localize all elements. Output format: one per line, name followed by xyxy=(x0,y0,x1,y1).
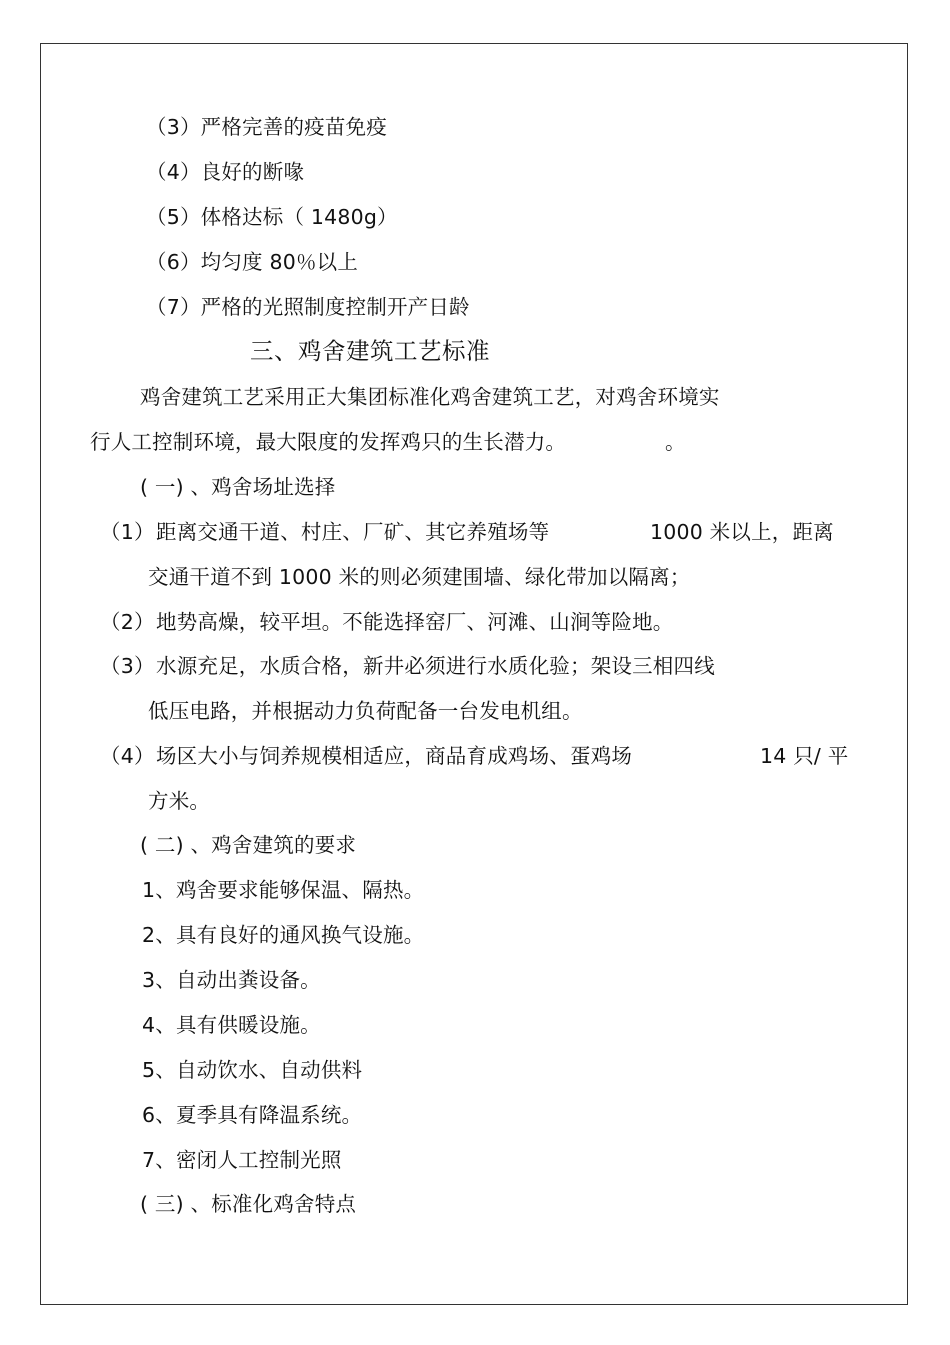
building-item-2: 2、具有良好的通风换气设施。 xyxy=(142,923,425,947)
site-item-1-text-b: 1000 米以上，距离 xyxy=(650,520,834,544)
building-item-7: 7、密闭人工控制光照 xyxy=(142,1148,342,1172)
list-item-vaccine: （3）严格完善的疫苗免疫 xyxy=(146,115,387,139)
site-item-3-text: 水源充足，水质合格，新井必须进行水质化验；架设三相四线 xyxy=(156,654,715,678)
building-heading: ( 二) 、鸡舍建筑的要求 xyxy=(140,833,357,857)
site-item-4-line-2: 方米。 xyxy=(148,789,211,813)
building-item-4: 4、具有供暖设施。 xyxy=(142,1013,321,1037)
site-item-3-num: （3） xyxy=(100,654,155,678)
list-item-body-weight: （5）体格达标（ 1480g） xyxy=(146,205,398,229)
section-title: 三、鸡舍建筑工艺标准 xyxy=(250,337,490,365)
site-item-1-line-2: 交通干道不到 1000 米的则必须建围墙、绿化带加以隔离； xyxy=(148,565,691,589)
building-item-1: 1、鸡舍要求能够保温、隔热。 xyxy=(142,878,425,902)
site-item-4-text-b: 14 只/ 平 xyxy=(760,744,849,768)
intro-line-2 xyxy=(90,427,566,457)
intro-line-2-text: 行人工控制环境，最大限度的发挥鸡只的生长潜力。 xyxy=(90,430,567,454)
list-item-uniformity: （6）均匀度 80％以上 xyxy=(146,250,359,274)
site-item-1-num: （1） xyxy=(100,520,155,544)
intro-line-1: 鸡舍建筑工艺采用正大集团标准化鸡舍建筑工艺，对鸡舍环境实 xyxy=(140,385,720,409)
list-item-beak-trim: （4）良好的断喙 xyxy=(146,160,305,184)
site-item-2-text: 地势高燥，较平坦。不能选择窑厂、河滩、山涧等险地。 xyxy=(156,610,674,634)
building-item-6: 6、夏季具有降温系统。 xyxy=(142,1103,363,1127)
building-item-3: 3、自动出粪设备。 xyxy=(142,968,321,992)
site-item-2-num: （2） xyxy=(100,610,155,634)
building-item-5: 5、自动饮水、自动供料 xyxy=(142,1058,363,1082)
site-item-1-text-a: 距离交通干道、村庄、厂矿、其它养殖场等 xyxy=(156,520,550,544)
standard-heading: ( 三) 、标准化鸡舍特点 xyxy=(140,1192,357,1216)
site-heading: ( 一) 、鸡舍场址选择 xyxy=(140,475,336,499)
site-item-4-text-a: 场区大小与饲养规模相适应，商品育成鸡场、蛋鸡场 xyxy=(156,744,633,768)
site-item-3-line-2: 低压电路，并根据动力负荷配备一台发电机组。 xyxy=(148,699,583,723)
intro-line-2-end: 。 xyxy=(665,430,686,454)
list-item-lighting: （7）严格的光照制度控制开产日龄 xyxy=(146,295,470,319)
site-item-4-num: （4） xyxy=(100,744,155,768)
